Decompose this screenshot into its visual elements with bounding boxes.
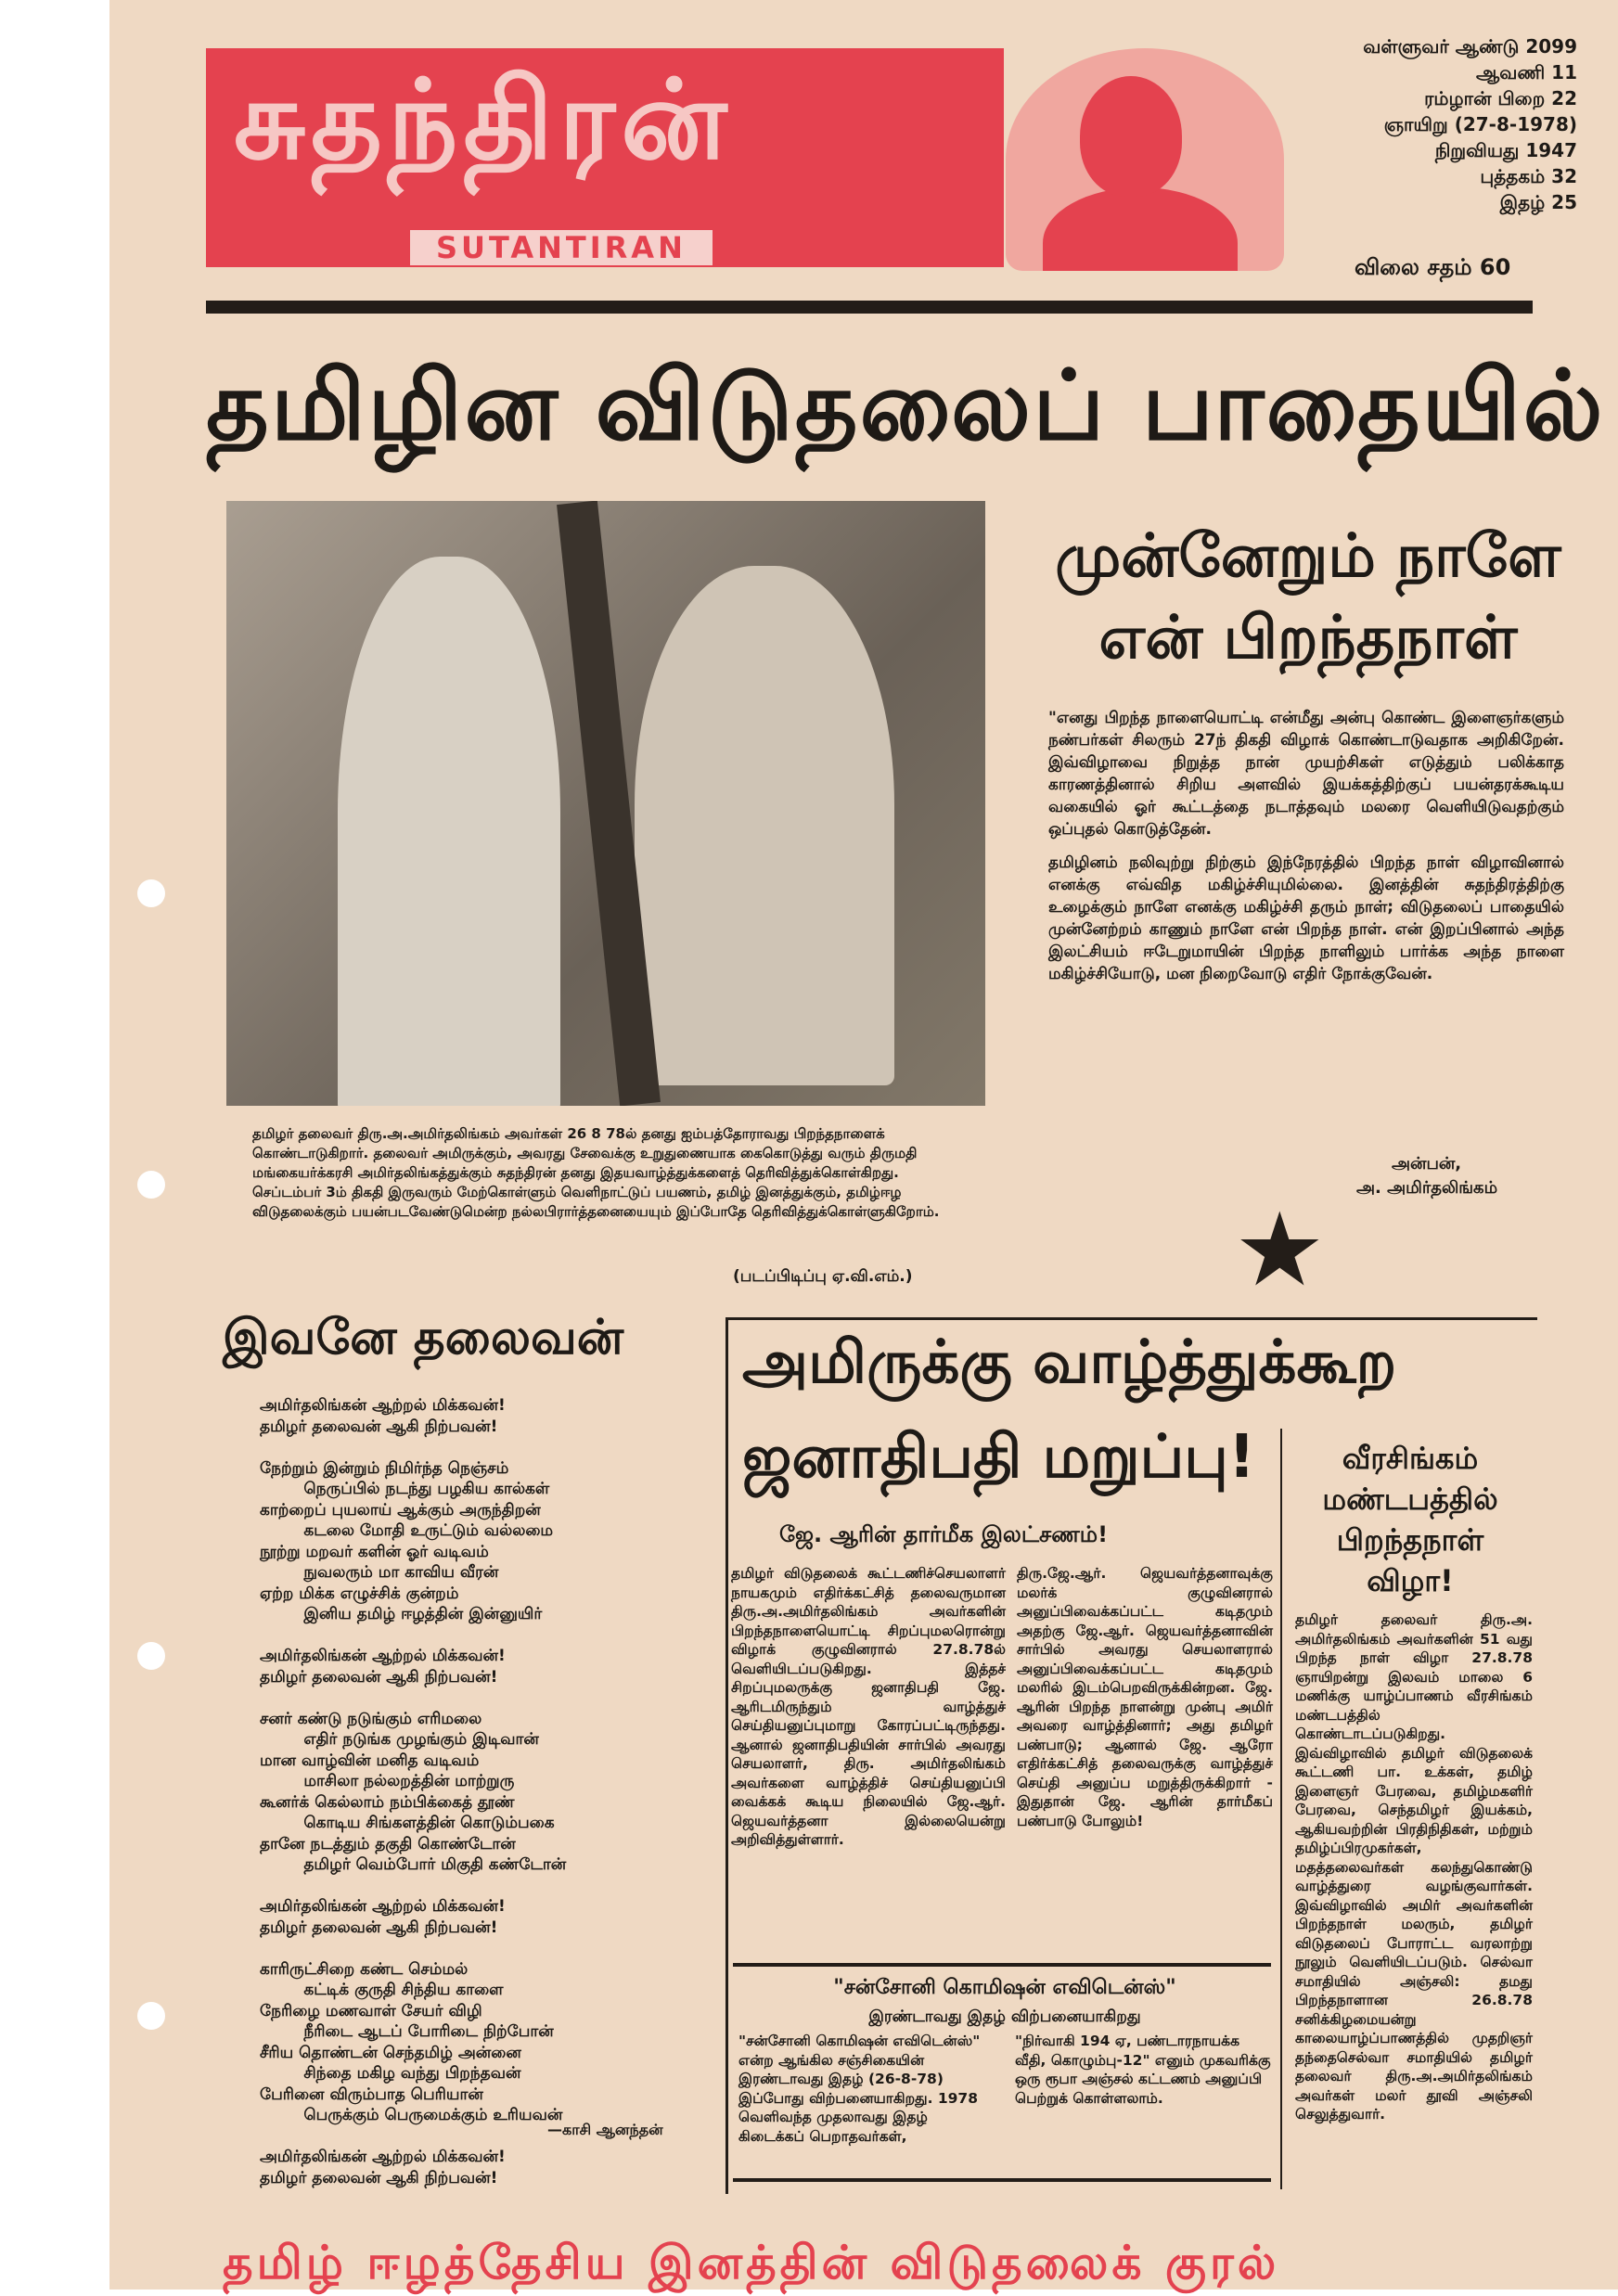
issue-info-line: இதழ் 25 — [1499, 191, 1577, 213]
star-icon: ★ — [1234, 1190, 1326, 1309]
binder-hole — [137, 2002, 165, 2030]
evidence-subtitle: இரண்டாவது இதழ் விற்பனையாகிறது — [868, 2007, 1141, 2026]
sub-headline — [1030, 516, 1586, 679]
photo-figure-man — [338, 557, 560, 1106]
binder-hole — [137, 1171, 165, 1199]
leader-photo — [226, 501, 985, 1106]
sub-headline-line: முன்னேறும் நாளே — [1055, 522, 1561, 591]
issue-info-line: ஆவணி 11 — [1476, 61, 1577, 83]
issue-info-line: வள்ளுவர் ஆண்டு 2099 — [1363, 35, 1577, 58]
evidence-title: "சன்சோனி கொமிஷன் எவிடென்ஸ்" — [833, 1976, 1176, 1999]
news-column: தமிழர் விடுதலைக் கூட்டணிச்செயலாளர் நாயகமும் எதிர்க்கட்சித் தலைவருமான திரு.அ.அமிர்தலிங்கம் அவர்களின் பிறந்தநாளையொட்டி சிறப்புமலரொன்று விழாக் குழுவினரால் 27.8.78ல் வெளியிடப்படுகிறது. இத்தச் சிறப்புமலருக்கு ஜனாதிபதி ஜே. ஆரிடமிருந்தும் வாழ்த்துச் செய்தியனுப்புமாறு கோரப்பட்டிருந்தது. ஆனால் ஜனாதிபதியின் சார்பில் அவரது செயலாளர், திரு. அமிர்தலிங்கம் அவர்களை வாழ்த்திச் செய்தியனுப்பி வைக்கக் கூடிய நிலையில் ஜே.ஆர். ஜெயவர்த்தனா இல்லையென்று அறிவித்துள்ளார். — [731, 1565, 1006, 1848]
footer-slogan: தமிழ் ஈழத்தேசிய இனத்தின் விடுதலைக் குரல் — [223, 2236, 1280, 2290]
issue-info-line: ரம்ழான் பிறை 22 — [1424, 87, 1577, 109]
photo-credit: (படப்பிடிப்பு ஏ.வி.எம்.) — [733, 1267, 913, 1286]
news-dek: ஜே. ஆரின் தார்மீக இலட்சணம்! — [779, 1521, 1109, 1547]
main-headline: தமிழின விடுதலைப் பாதையில் — [206, 349, 1605, 462]
evidence-column: "நிர்வாகி 194 ஏ, பண்டாரநாயக்க வீதி, கொழும்பு-12" எனும் முகவரிக்கு ஒரு ரூபா அஞ்சல் கட்டணம் அனுப்பி பெற்றுக் கொள்ளலாம். — [1015, 2033, 1271, 2107]
news-headline: ஜனாதிபதி மறுப்பு! — [742, 1423, 1256, 1492]
column-divider — [1280, 1429, 1282, 2189]
founder-portrait — [1006, 48, 1284, 271]
issue-info-line: நிறுவியது 1947 — [1434, 139, 1577, 161]
masthead-rule — [206, 301, 1533, 314]
issue-info-line: புத்தகம் 32 — [1480, 165, 1577, 187]
letter-signature: அ. அமிர்தலிங்கம் — [1356, 1178, 1498, 1198]
news-column: திரு.ஜே.ஆர். ஜெயவர்த்தனாவுக்கு மலர்க் குழுவினரால் அனுப்பிவைக்கப்பட்ட கடிதமும் அதற்கு ஜே.ஆர். ஜெயவர்த்தனாவின் சார்பில் அவரது செயலாளரால் அனுப்பிவைக்கப்பட்ட கடிதமும் மலரில் இடம்பெறவிருக்கின்றன. ஜே. ஆரின் பிறந்த நாளன்று முன்பு அமிர் அவரை வாழ்த்தினார்; அது தமிழர் பண்பாடு; ஆனால் ஜே. ஆரோ எதிர்க்கட்சித் தலைவருக்கு வாழ்த்துச் செய்தி அனுப்ப மறுத்திருக்கிறார் - இதுதான் ஜே. ஆரின் தார்மீகப் பண்பாடு போலும்! — [1017, 1565, 1273, 1829]
divider — [733, 2178, 1271, 2182]
masthead-latin-title: SUTANTIRAN — [410, 230, 713, 265]
sub-headline-line: என் பிறந்தநாள் — [1098, 604, 1518, 673]
binder-hole — [137, 879, 165, 907]
evidence-column: "சன்சோனி கொமிஷன் எவிடென்ஸ்" என்ற ஆங்கில சஞ்சிகையின் இரண்டாவது இதழ் (26-8-78) இப்போது விற்பனையாகிறது. 1978 வெளிவந்த முதலாவது இதழ் கிடைக்கப் பெறாதவர்கள், — [738, 2033, 981, 2145]
photo-caption: தமிழர் தலைவர் திரு.அ.அமிர்தலிங்கம் அவர்கள் 26 8 78ல் தனது ஐம்பத்தோராவது பிறந்தநாளைக் கொண்டாடுகிறார். தலைவர் அமிருக்கும், அவரது சேவைக்கு உறுதுணையாக கைகொடுத்து வரும் திருமதி மங்கையர்க்கரசி அமிர்தலிங்கத்துக்கும் சுதந்திரன் தனது இதயவாழ்த்துக்களைத் தெரிவித்துக்கொள்கிறது. செப்டம்பர் 3ம் திகதி இருவரும் மேற்கொள்ளும் வெளிநாட்டுப் பயணம், தமிழ் இனத்துக்கும், தமிழ்ஈழ விடுதலைக்கும் பயன்படவேண்டுமென்ற நல்லபிரார்த்தனையையும் இப்போதே தெரிவித்துக்கொள்ளுகிறோம். — [252, 1125, 940, 1220]
divider — [733, 1963, 1271, 1967]
letter-signoff: அன்பன், — [1392, 1154, 1462, 1174]
sidebar-body: தமிழர் தலைவர் திரு.அ. அமிர்தலிங்கம் அவர்களின் 51 வது பிறந்த நாள் விழா 27.8.78 ஞாயிறன்று இலவம் மாலை 6 மணிக்கு யாழ்ப்பாணம் வீரசிங்கம் மண்டபத்தில் கொண்டாடப்படுகிறது. இவ்விழாவில் தமிழர் விடுதலைக் கூட்டணி பா. உக்கள், தமிழ் இளைஞர் பேரவை, தமிழ்மகளிர் பேரவை, செந்தமிழர் இயக்கம், ஆகியவற்றின் பிரதிநிதிகள், மற்றும் தமிழ்ப்பிரமுகர்கள், மதத்தலைவர்கள் கலந்துகொண்டு வாழ்த்துரை வழங்குவார்கள். இவ்விழாவில் அமிர் அவர்களின் பிறந்தநாள் மலரும், தமிழர் விடுதலைப் போராட்ட வரலாற்று நூலும் வெளியிடப்படும். செல்வா சமாதியில் அஞ்சலி: தமது பிறந்தநாளான 26.8.78 சனிக்கிழமையன்று காலையாழ்ப்பாணத்தில் முதறிஞர் தந்தைசெல்வா சமாதியில் தமிழர் தலைவர் திரு.அ.அமிர்தலிங்கம் அவர்கள் மலர் தூவி அஞ்சலி செலுத்துவார். — [1295, 1611, 1533, 2123]
leader-letter — [1048, 707, 1564, 985]
news-headline: அமிருக்கு வாழ்த்துக்கூற — [742, 1328, 1397, 1397]
masthead — [206, 48, 1004, 267]
issue-info-line: ஞாயிறு (27-8-1978) — [1383, 113, 1577, 135]
letter-paragraph: தமிழினம் நலிவுற்று நிற்கும் இந்நேரத்தில் பிறந்த நாள் விழாவினால் எனக்கு எவ்வித மகிழ்ச்சியுமில்லை. இனத்தின் சுதந்திரத்திற்கு உழைக்கும் நாளே எனக்கு மகிழ்ச்சி தரும் நாள்; விடுதலைப் பாதையில் முன்னேற்றம் காணும் நாளே என் பிறந்த நாள். என் இறப்பினால் அந்த இலட்சியம் ஈடேறுமாயின் பிறந்த நாளிலும் பார்க்க அந்த நாளை மகிழ்ச்சியோடு, மன நிறைவோடு எதிர் நோக்குவேன். — [1048, 853, 1564, 983]
masthead-title: சுதந்திரன் — [234, 56, 733, 184]
portrait-shoulders — [1043, 187, 1238, 271]
poem-author: —காசி ஆனந்தன் — [547, 2121, 663, 2138]
issue-price: விலை சதம் 60 — [1355, 254, 1511, 280]
sidebar-title: வீரசிங்கம் மண்டபத்தில் பிறந்தநாள் விழா! — [1322, 1441, 1498, 1598]
portrait-head — [1080, 76, 1182, 197]
page-margin — [0, 0, 109, 2290]
poem-title: இவனே தலைவன் — [223, 1310, 624, 1366]
letter-paragraph: "எனது பிறந்த நாளையொட்டி என்மீது அன்பு கொண்ட இளைஞர்களும் நண்பர்கள் சிலரும் 27ந் திகதி விழாக் கொண்டாடுவதாக அறிகிறேன். இவ்விழாவை நிறுத்த நான் முயற்சிகள் எடுத்தும் பலிக்காத காரணத்தினால் சிறிய அளவில் இயக்கத்திற்குப் பயன்தரக்கூடிய வகையில் ஓர் கூட்டத்தை நடாத்தவும் மலரை வெளியிடுவதற்கும் ஒப்புதல் கொடுத்தேன். — [1048, 709, 1564, 839]
binder-hole — [137, 1642, 165, 1670]
photo-figure-woman — [635, 566, 894, 1085]
issue-info — [1299, 33, 1577, 215]
poem-body: அமிர்தலிங்கன் ஆற்றல் மிக்கவன்! தமிழர் தலைவன் ஆகி நிற்பவன்! நேற்றும் இன்றும் நிமிர்ந்த நெஞ்சம் நெருப்பில் நடந்து பழகிய கால்கள் காற்றைப் புயலாய் ஆக்கும் அருந்திறன் கடலை மோதி உருட்டும் வல்லமை நூற்று மறவர் களின் ஓர் வடிவம் நுவலரும் மா காவிய வீரன் ஏற்ற மிக்க எழுச்சிக் குன்றம் இனிய தமிழ் ஈழத்தின் இன்னுயிர் அமிர்தலிங்கன் ஆற்றல் மிக்கவன்! தமிழர் தலைவன் ஆகி நிற்பவன்! சனர் கண்டு நடுங்கும் எரிமலை எதிர் நடுங்க முழங்கும் இடிவான் மான வாழ்வின் மனித வடிவம் மாசிலா நல்லறத்தின் மாற்றுரு கூனர்க் கெல்லாம் நம்பிக்கைத் தூண் கொடிய சிங்களத்தின் கொடும்பகை தானே நடத்தும் தகுதி கொண்டோன் தமிழர் வெம்போர் மிகுதி கண்டோன் அமிர்தலிங்கன் ஆற்றல் மிக்கவன்! தமிழர் தலைவன் ஆகி நிற்பவன்! காரிருட்சிறை கண்ட செம்மல் கட்டிக் குருதி சிந்திய காளை நேரிழை மணவாள் சேயர் விழி நீரிடை ஆடப் போரிடை நிற்போன் சீரிய தொண்டன் செந்தமிழ் அன்னை சிந்தை மகிழ வந்து பிறந்தவன் பேரினை விரும்பாத பெரியான் பெருக்கும் பெருமைக்கும் உரியவன் அமிர்தலிங்கன் ஆற்றல் மிக்கவன்! தமிழர் தலைவன் ஆகி நிற்பவன்! — [260, 1396, 567, 2187]
